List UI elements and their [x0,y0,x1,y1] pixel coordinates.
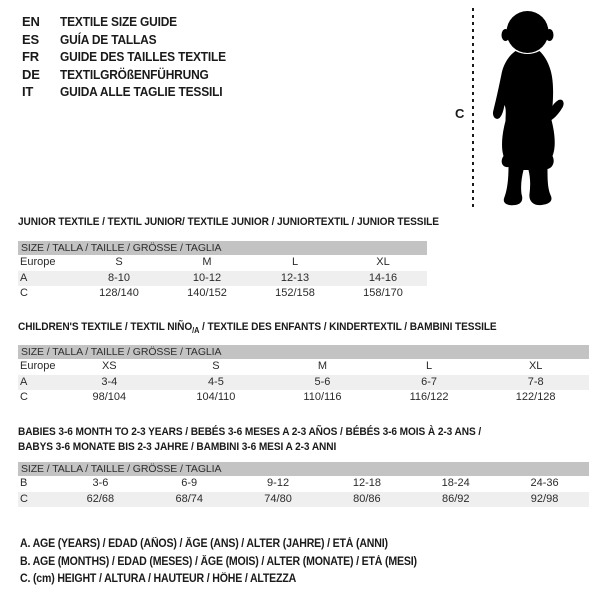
value-cell: 7-8 [527,375,544,388]
table-rows [18,359,589,406]
value-cell: 10-12 [192,271,222,284]
note-age-months: B. AGE (MONTHS) / EDAD (MESES) / ÂGE (MOIS) / ALTER (MONATE) / ETÀ (MESI) [20,555,417,568]
language-title: GUÍA DE TALLAS [60,31,157,47]
value-cell: 18-24 [441,477,470,489]
table-row-europe [18,359,589,375]
value-cell: 3-6 [92,477,109,489]
height-measure-label: C [455,106,465,121]
size-cell: S [115,256,123,268]
value-cell: 4-5 [207,375,224,388]
baby-silhouette-icon [481,8,574,206]
language-title: GUIDE DES TAILLES TEXTILE [60,49,226,65]
junior-size-table [18,241,427,302]
junior-section-title: JUNIOR TEXTILE / TEXTIL JUNIOR/ TEXTILE JUNIOR / JUNIORTEXTIL / JUNIOR TESSILE [18,216,439,228]
table-rows [18,476,589,507]
children-size-table [18,345,589,406]
value-cell: 12-18 [352,477,381,489]
size-cell: XS [101,360,117,372]
value-cell: 5-6 [314,375,331,388]
value-cell: 98/104 [92,391,127,403]
table-row-c [18,492,589,508]
language-row-en [22,13,240,31]
height-measure-line [472,8,474,208]
row-label: A [20,375,28,388]
table-row-a [18,271,427,287]
title-text: CHILDREN'S TEXTILE / TEXTIL NIÑO [18,321,193,333]
value-cell: 9-12 [267,477,290,489]
value-cell: 80/86 [353,492,381,505]
row-label: Europe [20,256,56,268]
size-cell: S [212,360,220,372]
size-cell: XL [376,256,390,268]
table-rows [18,255,427,302]
title-line: BABIES 3-6 MONTH TO 2-3 YEARS / BEBÉS 3-6 MESES A 2-3 AÑOS / BÉBÉS 3-6 MOIS À 2-3 ANS / [18,426,482,438]
table-row-a [18,375,589,391]
size-cell: M [317,360,328,372]
babies-section-title [18,425,481,455]
language-code: ES [22,31,39,47]
language-row-es [22,31,240,49]
row-label: Europe [20,360,56,372]
language-title: GUIDA ALLE TAGLIE TESSILI [60,84,223,100]
value-cell: 12-13 [280,271,310,284]
value-cell: 8-10 [107,271,131,284]
language-code: EN [22,14,40,30]
value-cell: 62/68 [86,492,115,505]
value-cell: 74/80 [264,492,292,505]
language-code: IT [22,84,34,100]
size-cell: L [426,360,433,372]
size-cell: M [202,256,212,268]
value-cell: 158/170 [363,287,403,299]
table-row-c [18,390,589,406]
language-row-it [22,83,240,101]
row-label: C [20,287,28,299]
table-row-europe [18,255,427,271]
note-age-years: A. AGE (YEARS) / EDAD (AÑOS) / ÂGE (ANS) / ALTER (JAHRE) / ETÀ (ANNI) [20,538,388,550]
language-title: TEXTILGRÖßENFÜHRUNG [60,66,209,82]
title-subscript: /A [192,326,200,336]
value-cell: 116/122 [409,391,449,403]
size-header-bar: SIZE / TALLA / TAILLE / GRÖSSE / TAGLIA [18,345,589,359]
language-row-fr [22,48,240,66]
row-label: C [20,391,28,403]
note-height: C. (cm) HEIGHT / ALTURA / HAUTEUR / HÖHE / ALTEZZA [20,573,297,585]
row-label: C [20,492,28,505]
value-cell: 122/128 [515,391,556,403]
language-list [22,13,240,101]
language-title: TEXTILE SIZE GUIDE [60,14,177,30]
size-header-bar: SIZE / TALLA / TAILLE / GRÖSSE / TAGLIA [18,241,427,255]
value-cell: 104/110 [196,391,236,403]
value-cell: 14-16 [368,271,398,284]
value-cell: 152/158 [275,287,315,299]
table-row-b [18,476,589,492]
language-code: FR [22,49,39,65]
children-section-title [18,320,497,338]
row-label: A [20,271,28,284]
table-row-c [18,286,427,302]
value-cell: 110/116 [303,391,342,403]
row-label: B [20,477,28,489]
value-cell: 24-36 [530,477,559,489]
value-cell: 140/152 [187,287,227,299]
value-cell: 68/74 [175,492,203,505]
title-text: / TEXTILE DES ENFANTS / KINDERTEXTIL / BAMBINI TESSILE [199,321,497,333]
legend-notes [20,536,451,589]
language-row-de [22,66,240,84]
value-cell: 92/98 [530,492,559,505]
value-cell: 6-9 [181,477,198,489]
size-cell: XL [528,360,543,372]
size-cell: L [291,256,299,268]
value-cell: 128/140 [99,287,139,299]
title-line: BABYS 3-6 MONATE BIS 2-3 JAHRE / BAMBINI 3-6 MESI A 2-3 ANNI [18,441,337,453]
value-cell: 6-7 [421,375,438,388]
value-cell: 3-4 [101,375,118,388]
size-header-bar: SIZE / TALLA / TAILLE / GRÖSSE / TAGLIA [18,462,589,476]
babies-size-table [18,462,589,507]
value-cell: 86/92 [441,492,470,505]
language-code: DE [22,66,40,82]
